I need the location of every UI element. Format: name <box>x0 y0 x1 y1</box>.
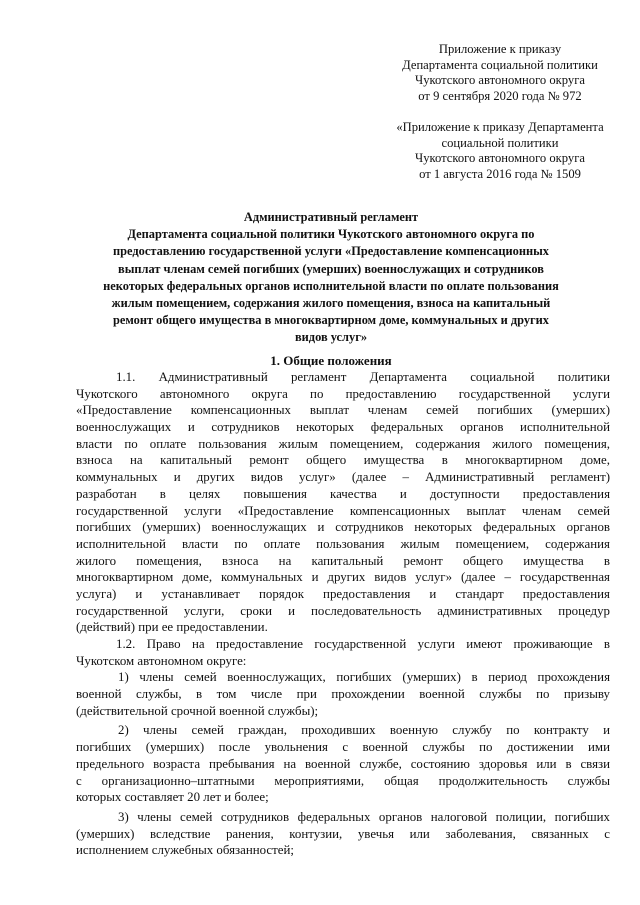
paragraph-line: 2) члены семей граждан, проходивших военную службу по контракту и <box>118 723 610 738</box>
paragraph-clause-1-2 <box>76 636 610 669</box>
annex-line: Департамента социальной политики <box>402 57 598 72</box>
document-body <box>76 369 610 859</box>
annex-line: Чукотского автономного округа <box>415 73 585 88</box>
paragraph-line: Чукотском автономном округе: <box>76 653 247 668</box>
annex-original-order <box>380 120 620 182</box>
title-line: выплат членам семей погибших (умерших) военнослужащих и сотрудников <box>118 261 544 276</box>
paragraph-line: погибших (умерших) военнослужащих и сотрудников некоторых федеральных органов <box>76 520 610 535</box>
paragraph-line: разработан в целях повышения качества и доступности предоставления <box>76 486 610 501</box>
paragraph-line: многоквартирном доме, коммунальных и других видов услуг» (далее – государственная <box>76 570 610 585</box>
paragraph-line: государственной услуги, сроки и последовательность административных процедур <box>76 603 610 618</box>
paragraph-line: взноса на капитальный ремонт общего имущества в многоквартирном доме, <box>76 453 610 468</box>
paragraph-line: предельного возраста пребывания на военной службе, состоянию здоровья или в связи <box>76 756 610 771</box>
paragraph-line: исполнением служебных обязанностей; <box>76 843 294 858</box>
title-line: жилым помещением, содержания жилого помещения, взноса на капитальный <box>111 296 551 311</box>
paragraph-line: власти по оплате пользования жилым помещением, содержания жилого помещения, <box>76 436 610 451</box>
paragraph-line: 1.2. Право на предоставление государственной услуги имеют проживающие в <box>116 637 610 651</box>
paragraph-item-1 <box>76 669 610 719</box>
paragraph-line: услуга) и устанавливает порядок предоставления и стандарт предоставления <box>76 586 610 601</box>
annex-line: социальной политики <box>441 135 559 150</box>
paragraph-line: 1.1. Административный регламент Департамента социальной политики <box>116 370 610 384</box>
paragraph-item-3 <box>76 809 610 859</box>
paragraph-line: коммунальных и других видов услуг» (далее – Административный регламент) <box>76 470 610 485</box>
paragraph-line: исполнительной власти по оплате пользования жилым помещением, содержания <box>76 536 610 551</box>
annex-line: от 1 августа 2016 года № 1509 <box>419 166 581 181</box>
paragraph-item-2 <box>76 722 610 805</box>
paragraph-clause-1-1 <box>76 369 610 636</box>
paragraph-line: которых составляет 20 лет и более; <box>76 790 269 805</box>
paragraph-line: (действительной срочной военной службы); <box>76 703 319 718</box>
paragraph-line: погибших (умерших) после увольнения с военной службы по достижении ими <box>76 740 610 755</box>
title-line: Департамента социальной политики Чукотского автономного округа по <box>127 227 535 242</box>
paragraph-line: 1) члены семей военнослужащих, погибших (умерших) в период прохождения <box>118 670 610 685</box>
annex-current-order <box>380 42 620 104</box>
paragraph-line: (умерших) вследствие ранения, контузии, увечья или заболевания, связанных с <box>76 826 610 841</box>
annex-line: «Приложение к приказу Департамента <box>396 120 604 134</box>
paragraph-line: государственной услуги «Предоставление компенсационных выплат членам семей <box>76 503 610 518</box>
paragraph-line: «Предоставление компенсационных выплат членам семей погибших (умерших) <box>76 403 610 418</box>
annex-line: Приложение к приказу <box>438 42 562 56</box>
title-line: видов услуг» <box>294 330 368 345</box>
title-line: некоторых федеральных органов исполнительной власти по оплате пользования <box>103 278 559 293</box>
document-title <box>64 209 598 347</box>
annex-line: от 9 сентября 2020 года № 972 <box>418 88 582 103</box>
paragraph-line: (действий) при ее предоставлении. <box>76 620 268 635</box>
paragraph-line: жилого помещения, взноса на капитальный ремонт общего имущества в <box>76 553 610 568</box>
title-line: предоставлению государственной услуги «Предоставление компенсационных <box>113 244 549 259</box>
title-line: Административный регламент <box>243 210 419 224</box>
section-heading: 1. Общие положения <box>270 353 392 368</box>
paragraph-line: 3) члены семей сотрудников федеральных органов налоговой полиции, погибших <box>118 809 610 824</box>
annex-line: Чукотского автономного округа <box>415 151 585 166</box>
paragraph-line: военной службы, в том числе при прохождении военной службы по призыву <box>76 687 610 702</box>
title-line: ремонт общего имущества в многоквартирном доме, коммунальных и других <box>113 313 549 328</box>
paragraph-line: Чукотского автономного округа по предоставлению государственной услуги <box>76 386 610 401</box>
paragraph-line: военнослужащих и сотрудников некоторых федеральных органов исполнительной <box>76 420 610 435</box>
paragraph-line: с организационно–штатными мероприятиями, общая продолжительность службы <box>76 773 610 788</box>
